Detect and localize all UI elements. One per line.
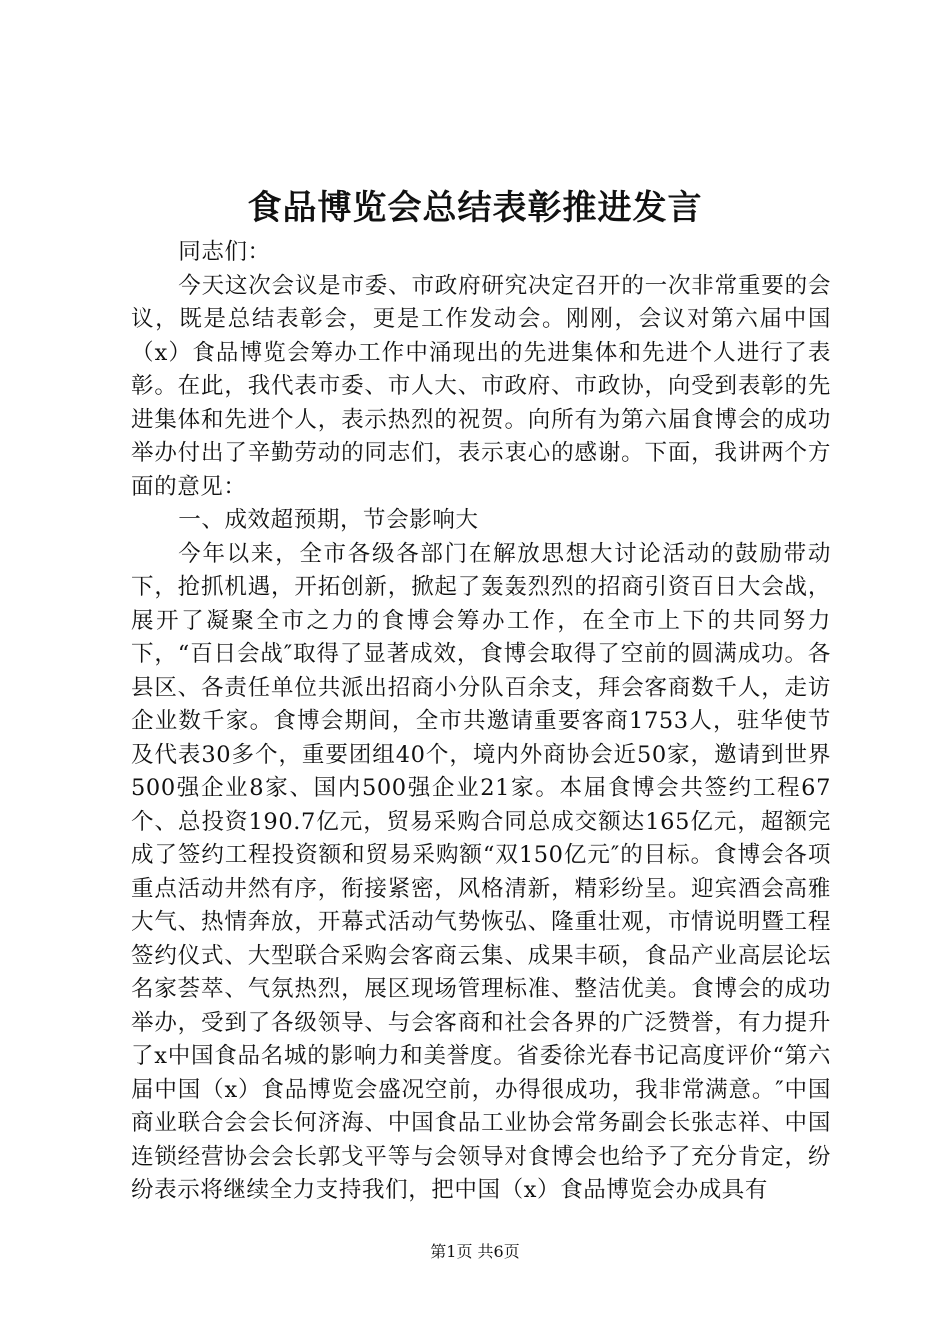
document-title: 食品博览会总结表彰推进发言 [247, 188, 703, 228]
body-paragraph: 今年以来，全市各级各部门在解放思想大讨论活动的鼓励带动下，抢抓机遇，开拓创新，掀起了轰轰烈烈的招商引资百日大会战，展开了凝聚全市之力的食博会筹办工作，在全市上下的共同努力下，“百日会战″取得了显著成效，食博会取得了空前的圆满成功。各县区、各责任单位共派出招商小分队百余支，拜会客商数千人，走访企业数千家。食博会期间，全市共邀请重要客商1753人，驻华使节及代表30多个，重要团组40个，境内外商协会近50家，邀请到世界500强企业8家、国内500强企业21家。本届食博会共签约工程67个、总投资190.7亿元，贸易采购合同总成交额达165亿元，超额完成了签约工程投资额和贸易采购额“双150亿元″的目标。食博会各项重点活动井然有序，衔接紧密，风格清新，精彩纷呈。迎宾酒会高雅大气、热情奔放，开幕式活动气势恢弘、隆重壮观，市情说明暨工程签约仪式、大型联合采购会客商云集、成果丰硕，食品产业高层论坛名家荟萃、气氛热烈，展区现场管理标准、整洁优美。食博会的成功举办，受到了各级领导、与会客商和社会各界的广泛赞誉，有力提升了x中国食品名城的影响力和美誉度。省委徐光春书记高度评价“第六届中国（x）食品博览会盛况空前，办得很成功，我非常满意。″中国商业联合会会长何济海、中国食品工业协会常务副会长张志祥、中国连锁经营协会会长郭戈平等与会领导对食博会也给予了充分肯定，纷纷表示将继续全力支持我们，把中国（x）食品博览会办成具有 [131, 540, 831, 1203]
section-heading: 一、成效超预期，节会影响大 [178, 507, 479, 533]
salutation-paragraph: 同志们： [178, 239, 271, 265]
intro-paragraph: 今天这次会议是市委、市政府研究决定召开的一次非常重要的会议，既是总结表彰会，更是工作发动会。刚刚，会议对第六届中国（x）食品博览会筹办工作中涌现出的先进集体和先进个人进行了表彰。在此，我代表市委、市人大、市政府、市政协，向受到表彰的先进集体和先进个人，表示热烈的祝贺。向所有为第六届食博会的成功举办付出了辛勤劳动的同志们，表示衷心的感谢。下面，我讲两个方面的意见： [131, 272, 831, 500]
page-number-footer: 第1页 共6页 [430, 1242, 520, 1261]
document-body [131, 236, 831, 1208]
